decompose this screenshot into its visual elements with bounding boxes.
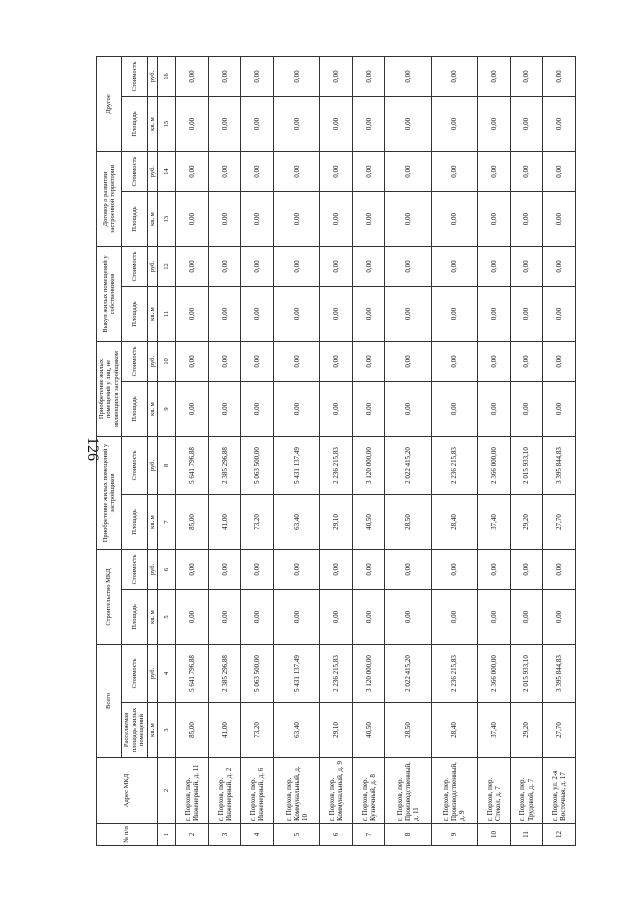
table-cell: 0,00 bbox=[478, 550, 511, 590]
column-number-row bbox=[158, 57, 176, 846]
table-cell: 0,00 bbox=[478, 382, 511, 437]
column-number: 5 bbox=[158, 590, 176, 645]
unit-sqm: кв. м bbox=[147, 192, 157, 247]
header-row-units bbox=[147, 57, 157, 846]
header-address: Адрес МКД bbox=[97, 758, 158, 824]
column-number: 3 bbox=[158, 703, 176, 758]
table-cell: 0,00 bbox=[352, 590, 385, 645]
row-number: 12 bbox=[543, 824, 576, 846]
table-cell: 0,00 bbox=[208, 247, 241, 287]
table-cell: 2 236 215,83 bbox=[320, 645, 353, 703]
table-cell: 0,00 bbox=[510, 382, 543, 437]
header-cost: Стоимость bbox=[122, 550, 147, 590]
row-address: г. Порхов, пер. Инженерный, д. 2 bbox=[208, 758, 241, 824]
table-cell: 3 120 000,00 bbox=[352, 437, 385, 495]
header-cost: Стоимость bbox=[122, 57, 147, 97]
header-group-other: Другое bbox=[97, 57, 122, 152]
table-cell: 0,00 bbox=[273, 287, 319, 342]
table-cell: 0,00 bbox=[176, 287, 209, 342]
table-cell: 0,00 bbox=[478, 287, 511, 342]
table-cell: 0,00 bbox=[176, 550, 209, 590]
row-address: г. Порхов, ул. 2-я Восточная, д. 17 bbox=[543, 758, 576, 824]
header-area: Площадь bbox=[122, 590, 147, 645]
table-cell: 63,40 bbox=[273, 703, 319, 758]
table-cell: 0,00 bbox=[385, 152, 431, 192]
table-cell: 0,00 bbox=[431, 247, 477, 287]
unit-sqm: кв. м bbox=[147, 703, 157, 758]
header-cost: Стоимость bbox=[122, 645, 147, 703]
column-number: 4 bbox=[158, 645, 176, 703]
table-cell: 0,00 bbox=[385, 342, 431, 382]
table-cell: 3 395 844,83 bbox=[543, 645, 576, 703]
header-row-groups bbox=[97, 57, 122, 846]
row-number: 7 bbox=[352, 824, 385, 846]
table-cell: 0,00 bbox=[543, 152, 576, 192]
header-resettled-area: Расселяемая площадь жилых помещений bbox=[122, 703, 147, 758]
table-cell: 37,40 bbox=[478, 495, 511, 550]
table-cell: 0,00 bbox=[431, 152, 477, 192]
table-cell: 0,00 bbox=[478, 247, 511, 287]
row-number: 3 bbox=[208, 824, 241, 846]
table-cell: 0,00 bbox=[241, 287, 274, 342]
table-cell: 0,00 bbox=[352, 247, 385, 287]
table-cell: 0,00 bbox=[208, 550, 241, 590]
column-number: 13 bbox=[158, 192, 176, 247]
table-cell: 0,00 bbox=[241, 97, 274, 152]
table-cell: 0,00 bbox=[176, 342, 209, 382]
column-number: 2 bbox=[158, 758, 176, 824]
row-number: 2 bbox=[176, 824, 209, 846]
column-number: 14 bbox=[158, 152, 176, 192]
table-cell: 0,00 bbox=[320, 152, 353, 192]
row-address: г. Порхов, пер. Производственный, д. 11 bbox=[385, 758, 431, 824]
table-cell: 2 015 933,10 bbox=[510, 437, 543, 495]
header-group-total: Всего bbox=[97, 645, 122, 758]
table-cell: 0,00 bbox=[510, 247, 543, 287]
table-row bbox=[510, 57, 543, 846]
table-cell: 0,00 bbox=[543, 192, 576, 247]
table-cell: 29,10 bbox=[320, 495, 353, 550]
header-group-purchase-dev: Приобретение жилых помещений у застройщиков bbox=[97, 437, 122, 550]
table-cell: 0,00 bbox=[241, 192, 274, 247]
table-cell: 2 022 415,20 bbox=[385, 645, 431, 703]
table-cell: 0,00 bbox=[431, 342, 477, 382]
row-address: г. Порхов, пер. Производственный, д. 9 bbox=[431, 758, 477, 824]
table-cell: 29,20 bbox=[510, 495, 543, 550]
table-cell: 5 641 796,88 bbox=[176, 437, 209, 495]
table-cell: 5 063 500,00 bbox=[241, 437, 274, 495]
unit-rub: руб. bbox=[147, 152, 157, 192]
row-address: г. Порхов, пер. Коммунальный, д. 9 bbox=[320, 758, 353, 824]
table-cell: 0,00 bbox=[176, 97, 209, 152]
table-cell: 0,00 bbox=[431, 590, 477, 645]
column-number: 8 bbox=[158, 437, 176, 495]
table-cell: 0,00 bbox=[431, 287, 477, 342]
row-number: 9 bbox=[431, 824, 477, 846]
header-area: Площадь bbox=[122, 382, 147, 437]
header-cost: Стоимость bbox=[122, 437, 147, 495]
column-number: 12 bbox=[158, 247, 176, 287]
table-cell: 5 063 500,00 bbox=[241, 645, 274, 703]
table-cell: 37,40 bbox=[478, 703, 511, 758]
table-cell: 0,00 bbox=[478, 152, 511, 192]
unit-sqm: кв. м bbox=[147, 382, 157, 437]
table-cell: 0,00 bbox=[208, 152, 241, 192]
table-row bbox=[385, 57, 431, 846]
table-cell: 2 366 000,00 bbox=[478, 645, 511, 703]
table-cell: 0,00 bbox=[320, 382, 353, 437]
table-cell: 2 015 933,10 bbox=[510, 645, 543, 703]
table-cell: 0,00 bbox=[241, 342, 274, 382]
table-cell: 0,00 bbox=[385, 192, 431, 247]
table-cell: 27,70 bbox=[543, 495, 576, 550]
table-cell: 0,00 bbox=[273, 57, 319, 97]
table-cell: 0,00 bbox=[241, 152, 274, 192]
table-cell: 0,00 bbox=[543, 590, 576, 645]
table-row bbox=[241, 57, 274, 846]
column-number: 7 bbox=[158, 495, 176, 550]
table-row bbox=[431, 57, 477, 846]
unit-sqm: кв. м bbox=[147, 97, 157, 152]
table-cell: 5 431 137,49 bbox=[273, 645, 319, 703]
unit-rub: руб. bbox=[147, 645, 157, 703]
table-cell: 40,50 bbox=[352, 703, 385, 758]
table-cell: 0,00 bbox=[543, 57, 576, 97]
header-area: Площадь bbox=[122, 495, 147, 550]
resettlement-table bbox=[96, 56, 576, 846]
table-cell: 0,00 bbox=[273, 342, 319, 382]
header-group-construction: Строительство МКД bbox=[97, 550, 122, 645]
unit-rub: руб. bbox=[147, 550, 157, 590]
table-cell: 0,00 bbox=[478, 97, 511, 152]
header-area: Площадь bbox=[122, 192, 147, 247]
table-cell: 0,00 bbox=[431, 550, 477, 590]
table-cell: 0,00 bbox=[241, 247, 274, 287]
unit-sqm: кв. м bbox=[147, 287, 157, 342]
table-cell: 2 236 215,83 bbox=[431, 437, 477, 495]
row-number: 4 bbox=[241, 824, 274, 846]
table-cell: 29,20 bbox=[510, 703, 543, 758]
table-cell: 85,00 bbox=[176, 495, 209, 550]
table-cell: 0,00 bbox=[543, 382, 576, 437]
table-cell: 27,70 bbox=[543, 703, 576, 758]
header-cost: Стоимость bbox=[122, 342, 147, 382]
table-cell: 0,00 bbox=[320, 287, 353, 342]
table-cell: 0,00 bbox=[543, 247, 576, 287]
table-cell: 0,00 bbox=[352, 382, 385, 437]
table-cell: 0,00 bbox=[176, 247, 209, 287]
table-cell: 73,20 bbox=[241, 703, 274, 758]
unit-rub: руб. bbox=[147, 247, 157, 287]
row-address: г. Порхов, пер. Трудовой, д. 7 bbox=[510, 758, 543, 824]
table-cell: 0,00 bbox=[208, 97, 241, 152]
row-address: г. Порхов, пер. Инженерный, д. 6 bbox=[241, 758, 274, 824]
table-cell: 0,00 bbox=[208, 192, 241, 247]
table-cell: 73,20 bbox=[241, 495, 274, 550]
table-cell: 0,00 bbox=[176, 382, 209, 437]
table-cell: 0,00 bbox=[352, 550, 385, 590]
table-cell: 85,00 bbox=[176, 703, 209, 758]
table-cell: 3 120 000,00 bbox=[352, 645, 385, 703]
row-address: г. Порхов, пер. Коммунальный, д. 10 bbox=[273, 758, 319, 824]
table-cell: 0,00 bbox=[385, 97, 431, 152]
unit-rub: руб. bbox=[147, 437, 157, 495]
column-number: 10 bbox=[158, 342, 176, 382]
unit-rub: руб. bbox=[147, 57, 157, 97]
table-cell: 0,00 bbox=[431, 192, 477, 247]
header-group-purchase-nondev: Приобретение жилых помещений у лиц, не являющихся застройщиком bbox=[97, 342, 122, 437]
table-cell: 0,00 bbox=[543, 342, 576, 382]
table-cell: 0,00 bbox=[273, 550, 319, 590]
header-cost: Стоимость bbox=[122, 247, 147, 287]
column-number: 16 bbox=[158, 57, 176, 97]
table-cell: 0,00 bbox=[241, 57, 274, 97]
table-cell: 0,00 bbox=[352, 97, 385, 152]
table-cell: 0,00 bbox=[320, 97, 353, 152]
table-cell: 0,00 bbox=[208, 382, 241, 437]
table-cell: 0,00 bbox=[320, 192, 353, 247]
table-cell: 28,40 bbox=[431, 703, 477, 758]
unit-sqm: кв. м bbox=[147, 495, 157, 550]
column-number: 11 bbox=[158, 287, 176, 342]
table-cell: 0,00 bbox=[176, 152, 209, 192]
table-row bbox=[478, 57, 511, 846]
header-row-subs bbox=[122, 57, 147, 846]
header-cost: Стоимость bbox=[122, 152, 147, 192]
row-address: г. Порхов, пер. Кузнечный, д. 8 bbox=[352, 758, 385, 824]
table-row bbox=[176, 57, 209, 846]
table-cell: 0,00 bbox=[431, 57, 477, 97]
column-number: 15 bbox=[158, 97, 176, 152]
header-group-territory: Договор о развитии застроенной территории bbox=[97, 152, 122, 247]
table-cell: 0,00 bbox=[385, 590, 431, 645]
table-cell: 0,00 bbox=[176, 57, 209, 97]
table-cell: 0,00 bbox=[543, 97, 576, 152]
table-cell: 0,00 bbox=[273, 192, 319, 247]
column-number: 9 bbox=[158, 382, 176, 437]
row-number: 8 bbox=[385, 824, 431, 846]
table-cell: 28,50 bbox=[385, 703, 431, 758]
table-row bbox=[208, 57, 241, 846]
table-cell: 0,00 bbox=[385, 247, 431, 287]
row-number: 11 bbox=[510, 824, 543, 846]
header-area: Площадь bbox=[122, 287, 147, 342]
table-cell: 0,00 bbox=[352, 287, 385, 342]
table-cell: 63,40 bbox=[273, 495, 319, 550]
table-cell: 0,00 bbox=[273, 590, 319, 645]
table-row bbox=[543, 57, 576, 846]
table-cell: 0,00 bbox=[543, 550, 576, 590]
table-cell: 0,00 bbox=[543, 287, 576, 342]
row-address: г. Порхов, пер. Инженерный, д. 11 bbox=[176, 758, 209, 824]
page-number: 126 bbox=[84, 437, 101, 461]
table-cell: 0,00 bbox=[320, 590, 353, 645]
table-cell: 0,00 bbox=[208, 590, 241, 645]
table-cell: 29,10 bbox=[320, 703, 353, 758]
table-cell: 0,00 bbox=[241, 550, 274, 590]
table-cell: 2 385 296,88 bbox=[208, 645, 241, 703]
table-cell: 0,00 bbox=[431, 382, 477, 437]
table-cell: 0,00 bbox=[176, 192, 209, 247]
table-cell: 0,00 bbox=[320, 342, 353, 382]
table-cell: 3 395 844,83 bbox=[543, 437, 576, 495]
table-cell: 0,00 bbox=[320, 247, 353, 287]
table-body bbox=[158, 57, 576, 846]
table-cell: 0,00 bbox=[208, 342, 241, 382]
table-row bbox=[352, 57, 385, 846]
table-cell: 0,00 bbox=[510, 192, 543, 247]
rotated-table-container bbox=[96, 56, 576, 846]
table-cell: 0,00 bbox=[352, 192, 385, 247]
row-address: г. Порхов, пер. Стекол, д. 7 bbox=[478, 758, 511, 824]
table-cell: 28,50 bbox=[385, 495, 431, 550]
table-cell: 0,00 bbox=[320, 550, 353, 590]
table-cell: 41,00 bbox=[208, 703, 241, 758]
table-cell: 0,00 bbox=[385, 57, 431, 97]
table-cell: 0,00 bbox=[510, 287, 543, 342]
table-cell: 2 022 415,20 bbox=[385, 437, 431, 495]
table-cell: 0,00 bbox=[273, 97, 319, 152]
table-cell: 2 385 296,88 bbox=[208, 437, 241, 495]
table-cell: 41,00 bbox=[208, 495, 241, 550]
row-number: 6 bbox=[320, 824, 353, 846]
table-cell: 2 366 000,00 bbox=[478, 437, 511, 495]
table-row bbox=[273, 57, 319, 846]
table-cell: 0,00 bbox=[320, 57, 353, 97]
table-cell: 0,00 bbox=[241, 382, 274, 437]
table-cell: 0,00 bbox=[241, 590, 274, 645]
table-cell: 0,00 bbox=[385, 550, 431, 590]
table-cell: 2 236 215,83 bbox=[320, 437, 353, 495]
table-cell: 0,00 bbox=[478, 57, 511, 97]
row-number: 5 bbox=[273, 824, 319, 846]
table-cell: 5 431 137,49 bbox=[273, 437, 319, 495]
table-cell: 0,00 bbox=[208, 287, 241, 342]
table-cell: 0,00 bbox=[385, 287, 431, 342]
table-cell: 0,00 bbox=[510, 590, 543, 645]
table-cell: 0,00 bbox=[176, 590, 209, 645]
table-cell: 0,00 bbox=[352, 57, 385, 97]
column-number: 6 bbox=[158, 550, 176, 590]
table-cell: 40,50 bbox=[352, 495, 385, 550]
table-cell: 0,00 bbox=[208, 57, 241, 97]
table-cell: 2 236 215,83 bbox=[431, 645, 477, 703]
column-number: 1 bbox=[158, 824, 176, 846]
table-cell: 0,00 bbox=[510, 97, 543, 152]
header-group-buyout: Выкуп жилых помещений у собственников bbox=[97, 247, 122, 342]
table-cell: 0,00 bbox=[431, 97, 477, 152]
table-cell: 0,00 bbox=[510, 57, 543, 97]
table-cell: 0,00 bbox=[273, 152, 319, 192]
table-cell: 0,00 bbox=[273, 382, 319, 437]
table-cell: 0,00 bbox=[510, 152, 543, 192]
table-cell: 0,00 bbox=[352, 152, 385, 192]
table-cell: 0,00 bbox=[478, 192, 511, 247]
table-row bbox=[320, 57, 353, 846]
row-number: 10 bbox=[478, 824, 511, 846]
table-cell: 5 641 796,88 bbox=[176, 645, 209, 703]
table-cell: 0,00 bbox=[352, 342, 385, 382]
table-cell: 0,00 bbox=[385, 382, 431, 437]
table-cell: 0,00 bbox=[510, 550, 543, 590]
header-area: Площадь bbox=[122, 97, 147, 152]
table-cell: 0,00 bbox=[478, 342, 511, 382]
header-num: № п/п bbox=[97, 824, 158, 846]
unit-sqm: кв. м bbox=[147, 590, 157, 645]
table-cell: 0,00 bbox=[273, 247, 319, 287]
table-cell: 0,00 bbox=[510, 342, 543, 382]
table-cell: 0,00 bbox=[478, 590, 511, 645]
table-cell: 28,40 bbox=[431, 495, 477, 550]
unit-rub: руб. bbox=[147, 342, 157, 382]
